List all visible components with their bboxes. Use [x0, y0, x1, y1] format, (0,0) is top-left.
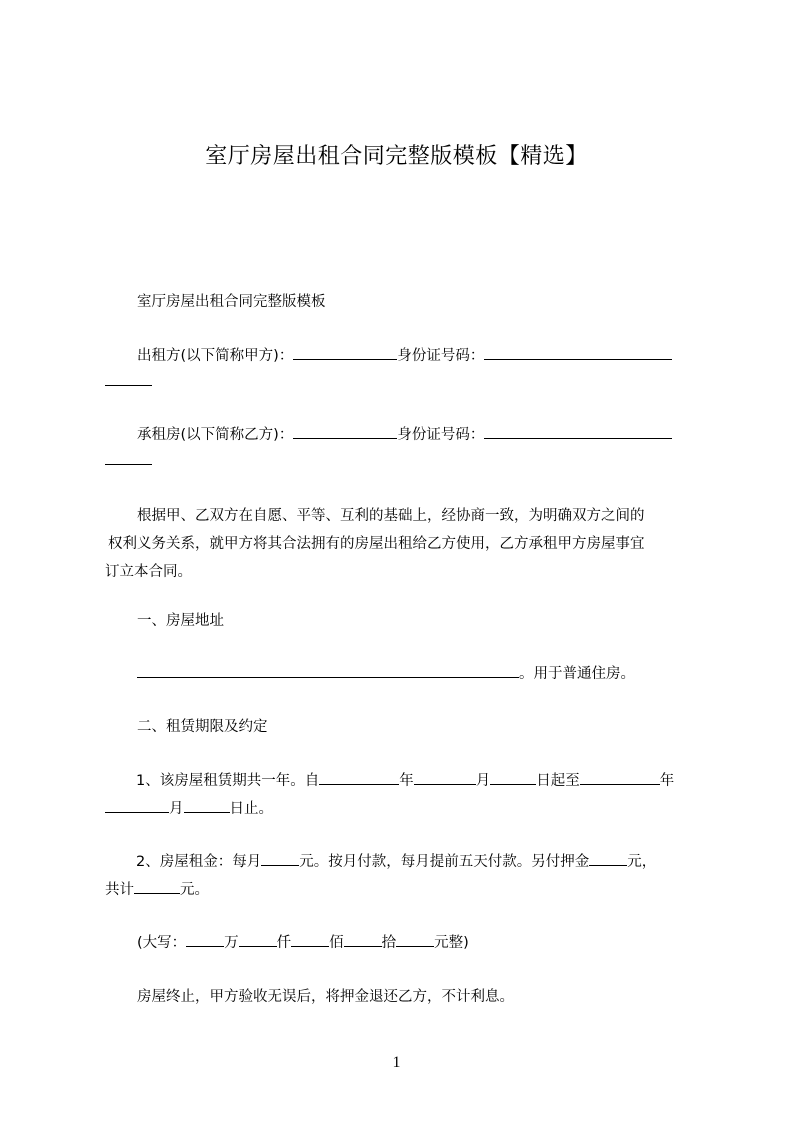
end-month-blank[interactable] [105, 798, 169, 813]
lessor-label: 出租方(以下简称甲方)： [137, 348, 294, 364]
total-prefix: 共计 [105, 882, 134, 898]
address-suffix: 。用于普通住房。 [519, 666, 635, 682]
total-blank[interactable] [134, 879, 180, 894]
contract-subtitle: 室厅房屋出租合同完整版模板 [137, 294, 326, 310]
lessee-id-continuation [105, 447, 705, 475]
deposit-blank[interactable] [589, 851, 627, 866]
term-line-continued [105, 795, 705, 823]
unit-year-end: 年 [659, 773, 675, 789]
lessee-id-label: 身份证号码： [397, 427, 485, 443]
unit-month: 月 [475, 773, 491, 789]
daxie-shi: 拾 [381, 935, 397, 951]
term-prefix: 1、该房屋租赁期共一年。自 [136, 773, 320, 789]
section1-heading: 一、房屋地址 [137, 613, 224, 629]
lessor-id-continuation [105, 368, 705, 396]
unit-yuan-comma: 元， [627, 854, 657, 870]
rent-line [136, 848, 736, 876]
lessee-id-blank[interactable] [484, 424, 672, 439]
rent-prefix: 2、房屋租金：每月 [136, 854, 262, 870]
lessor-line [137, 342, 705, 370]
address-blank[interactable] [137, 663, 519, 678]
lessee-label: 承租房(以下简称乙方)： [137, 427, 294, 443]
page-number: 1 [392, 1054, 401, 1071]
daxie-bai: 佰 [329, 935, 344, 951]
unit-yuan-period: 元。 [180, 882, 209, 898]
lessee-line [137, 421, 705, 449]
term-line [136, 767, 736, 795]
rent-mid: 元。按月付款，每月提前五天付款。另付押金 [299, 854, 590, 870]
end-day-blank[interactable] [184, 798, 230, 813]
unit-day-end: 日止。 [229, 801, 273, 817]
daxie-shi-blank[interactable] [344, 932, 382, 947]
daxie-yuan-blank[interactable] [396, 932, 434, 947]
daxie-qian: 仟 [276, 935, 292, 951]
unit-day-from: 日起至 [536, 773, 580, 789]
lessee-id-blank-continued[interactable] [105, 450, 152, 465]
monthly-rent-blank[interactable] [261, 851, 299, 866]
lessor-id-blank[interactable] [484, 345, 672, 360]
intro-paragraph-line2: 权利义务关系，就甲方将其合法拥有的房屋出租给乙方使用，乙方承租甲方房屋事宜 [108, 536, 645, 552]
daxie-bai-blank[interactable] [291, 932, 329, 947]
start-year-blank[interactable] [319, 770, 399, 785]
unit-month-end: 月 [169, 801, 184, 817]
total-line [105, 876, 705, 904]
intro-paragraph-line1: 根据甲、乙双方在自愿、平等、互利的基础上，经协商一致，为明确双方之间的 [137, 508, 645, 524]
end-year-blank[interactable] [580, 770, 660, 785]
lessee-name-blank[interactable] [293, 424, 397, 439]
start-month-blank[interactable] [414, 770, 476, 785]
lessor-id-label: 身份证号码： [397, 348, 485, 364]
deposit-refund-line: 房屋终止，甲方验收无误后，将押金退还乙方，不计利息。 [137, 989, 514, 1005]
document-title: 室厅房屋出租合同完整版模板【精选】 [205, 144, 588, 169]
lessor-name-blank[interactable] [293, 345, 397, 360]
intro-paragraph-line3: 订立本合同。 [105, 564, 192, 580]
daxie-qian-blank[interactable] [239, 932, 277, 947]
lessor-id-blank-continued[interactable] [105, 371, 152, 386]
address-line [137, 660, 705, 688]
daxie-wan: 万 [224, 935, 239, 951]
daxie-end: 元整) [434, 935, 469, 951]
daxie-line [137, 929, 705, 957]
section2-heading: 二、租赁期限及约定 [137, 719, 268, 735]
daxie-prefix: (大写： [137, 935, 187, 951]
daxie-wan-blank[interactable] [186, 932, 224, 947]
start-day-blank[interactable] [490, 770, 536, 785]
unit-year: 年 [399, 773, 414, 789]
